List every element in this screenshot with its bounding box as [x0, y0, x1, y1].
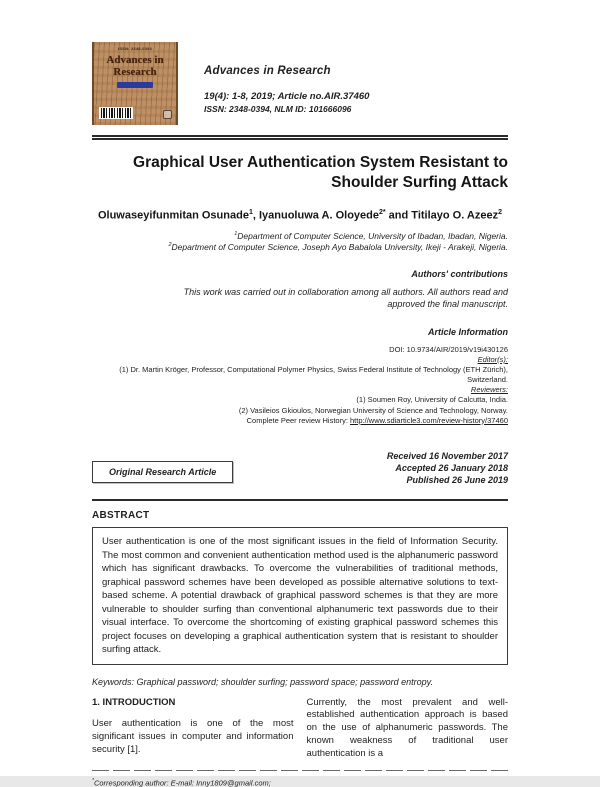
author-2: Iyanuoluwa A. Oloyede [258, 209, 379, 222]
reviewer-entry-1: (1) Soumen Roy, University of Calcutta, India. [356, 395, 508, 405]
cover-blue-badge [117, 82, 153, 88]
article-title [92, 153, 508, 193]
footnote-divider [92, 770, 508, 771]
author-3-affil-mark: 2 [498, 208, 503, 216]
publisher-emblem-icon [163, 110, 172, 119]
introduction-left-paragraph: User authentication is one of the most significant issues in computer and information security [1]. [92, 718, 294, 755]
author-3: Titilayo O. Azeez [411, 209, 499, 222]
received-date: Received 16 November 2017 [386, 450, 508, 461]
accepted-date: Accepted 26 January 2018 [395, 462, 508, 473]
reviewer-entry-2: (2) Vasileios Gkioulos, Norwegian University of Science and Technology, Norway. [238, 405, 508, 415]
badge-dates-row [92, 450, 508, 486]
editor-entry-1: (1) Dr. Martin Kröger, Professor, Computational Polymer Physics, Swiss Federal Institute of Technology (ETH Zürich), Switzerland. [119, 365, 508, 385]
article-dates [387, 450, 508, 486]
cover-title-line1: Advances in [106, 54, 164, 66]
keywords-line: Keywords: Graphical password; shoulder surfing; password space; password entropy. [92, 676, 433, 687]
peer-review-history-label: Complete Peer review History: [246, 415, 351, 425]
author-2-affil-mark: 2* [379, 208, 386, 216]
authors-line [92, 209, 508, 222]
introduction-right-paragraph: Currently, the most prevalent and well-established authentication approach is based on the use of alphanumeric passwords. The known weakness of traditional user authentication is a [306, 696, 508, 759]
published-date: Published 26 June 2019 [406, 475, 508, 486]
header-divider [92, 135, 508, 140]
reviewers-label: Reviewers: [470, 385, 508, 395]
author-1-affil-mark: 1 [248, 208, 253, 216]
journal-issue-info: 19(4): 1-8, 2019; Article no.AIR.37460 [204, 91, 370, 102]
corresponding-author-footnote [92, 778, 508, 787]
footnote-text: Corresponding author: E-mail: Inny1809@gmail.com; [93, 778, 271, 787]
right-column [307, 697, 509, 761]
contributions-body: This work was carried out in collaboration among all authors. All authors read and approved the final manuscript. [183, 287, 508, 310]
abstract-heading: ABSTRACT [92, 510, 150, 522]
cover-issn-text: ISSN: 2348-0394 [118, 46, 152, 51]
footnote-asterisk: * [92, 777, 94, 784]
left-column [92, 697, 294, 761]
article-title-line1: Graphical User Authentication System Resistant to [133, 154, 508, 171]
editors-label: Editor(s): [477, 354, 508, 364]
abstract-divider [92, 499, 508, 501]
doi-line: DOI: 10.9734/AIR/2019/v19i430126 [389, 344, 508, 354]
introduction-heading: 1. INTRODUCTION [92, 696, 176, 708]
cover-bottom-row [99, 107, 172, 119]
peer-review-history-line [92, 416, 508, 426]
author-1: Oluwaseyifunmitan Osunade [97, 209, 249, 222]
abstract-body: User authentication is one of the most significant issues in the field of Information Security. The most common and convenient authentication method used is the alphanumeric password which has significant drawbacks. To overcome the vulnerabilities of traditional methods, graphical password schemes have been developed as possible alternative solutions to text-based scheme. A potential drawback of graphical password schemes is that they are more vulnerable to shoulder surfing than conventional alphanumeric text passwords due to their visual interface. To overcome the shortcoming of existing graphical password schemes this project focuses on developing a graphical authentication system that is resistant to shoulder surfing attack. [92, 527, 508, 664]
cover-journal-title [94, 54, 176, 79]
barcode-icon [99, 107, 133, 119]
journal-header [92, 42, 508, 125]
journal-meta [204, 42, 369, 114]
journal-cover-image [92, 42, 178, 125]
affiliations [92, 231, 508, 253]
article-info-heading: Article Information [427, 326, 508, 337]
article-info-block [92, 345, 508, 426]
journal-name: Advances in Research [204, 65, 331, 77]
affiliation-2: $^2$Department of Computer Science, Joseph Ayo Babalola University, Ikeji - Arakeji, Nigeria. [168, 242, 508, 253]
affiliation-1: $^1$Department of Computer Science, University of Ibadan, Ibadan, Nigeria. [234, 231, 508, 242]
contributions-heading: Authors' contributions [411, 269, 508, 280]
review-history-link[interactable]: http://www.sdiarticle3.com/review-history/37460 [350, 415, 508, 425]
cover-title-line2: Research [113, 66, 157, 79]
journal-issn-info: ISSN: 2348-0394, NLM ID: 101666096 [204, 104, 352, 114]
body-columns [92, 697, 508, 761]
article-type-badge: Original Research Article [92, 461, 233, 483]
author-separator-1: , [252, 209, 259, 222]
author-separator-2: and [385, 209, 412, 222]
article-title-line2: Shoulder Surfing Attack [331, 173, 508, 191]
